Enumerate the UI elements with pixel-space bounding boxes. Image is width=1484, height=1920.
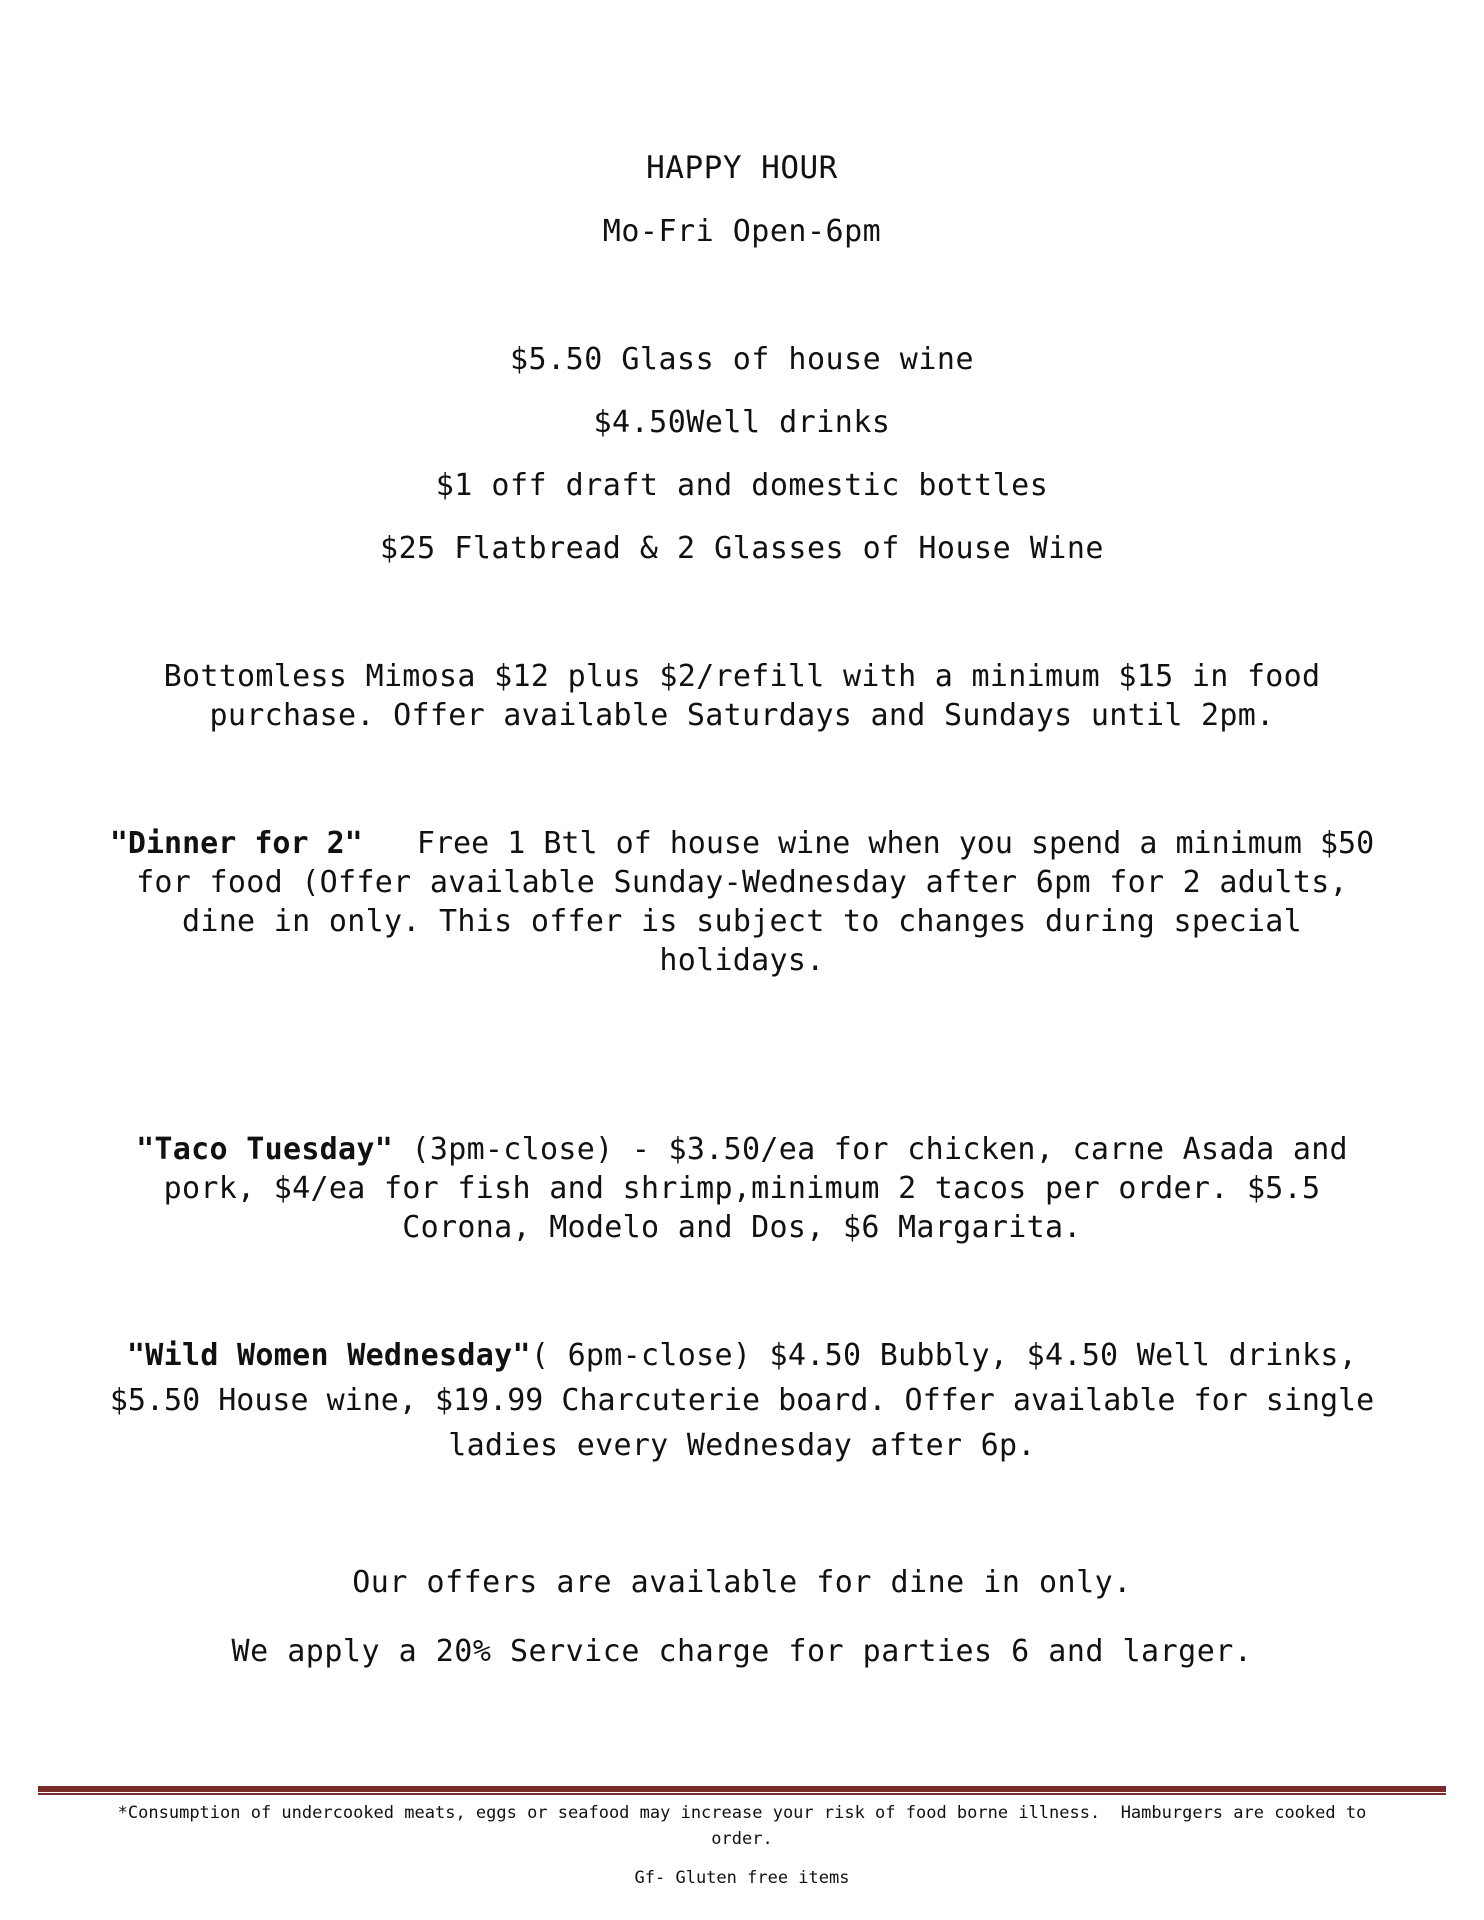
happy-hour-times: Mo-Fri Open-6pm bbox=[602, 214, 882, 249]
disclaimer-line-1: *Consumption of undercooked meats, eggs or seafood may increase your risk of food borne illness. Hamburgers are cooked to bbox=[117, 1803, 1367, 1823]
brunch-line-2: purchase. Offer available Saturdays and Sundays until 2pm. bbox=[209, 698, 1275, 733]
wild-line-1 bbox=[40, 1333, 1444, 1378]
happy-hour-item-flatbread: $25 Flatbread & 2 Glasses of House Wine bbox=[380, 531, 1104, 566]
dinner-offer-name: "Dinner for 2" bbox=[109, 826, 363, 861]
brunch-line-1: Bottomless Mimosa $12 plus $2/refill with a minimum $15 in food bbox=[163, 659, 1321, 694]
wild-line-3: ladies every Wednesday after 6p. bbox=[448, 1428, 1036, 1463]
page-title: HAPPY HOUR bbox=[646, 150, 838, 186]
happy-hour-item-draft: $1 off draft and domestic bottles bbox=[435, 468, 1049, 503]
food-safety-disclaimer bbox=[44, 1800, 1440, 1852]
taco-line-3: Corona, Modelo and Dos, $6 Margarita. bbox=[402, 1210, 1082, 1245]
footer-divider bbox=[38, 1786, 1446, 1792]
footer-divider-thin bbox=[38, 1793, 1446, 1795]
wild-line-1-text: ( 6pm-close) $4.50 Bubbly, $4.50 Well drinks, bbox=[530, 1338, 1358, 1373]
dine-in-policy: Our offers are available for dine in only. bbox=[352, 1565, 1132, 1600]
wild-women-wednesday-offer bbox=[40, 1333, 1444, 1468]
happy-hour-item-wine: $5.50 Glass of house wine bbox=[509, 342, 975, 377]
wild-line-2: $5.50 House wine, $19.99 Charcuterie board. Offer available for single bbox=[109, 1383, 1375, 1418]
taco-line-1 bbox=[40, 1130, 1444, 1169]
disclaimer-line-2: order. bbox=[711, 1829, 773, 1849]
dinner-line-1 bbox=[40, 824, 1444, 863]
wild-offer-name: "Wild Women Wednesday" bbox=[126, 1338, 531, 1373]
dinner-line-1-text: Free 1 Btl of house wine when you spend a minimum $50 bbox=[362, 826, 1375, 861]
happy-hour-item-well-drinks: $4.50Well drinks bbox=[593, 405, 891, 440]
dinner-line-2: for food (Offer available Sunday-Wednesday after 6pm for 2 adults, bbox=[136, 865, 1348, 900]
bottomless-mimosa-offer bbox=[40, 657, 1444, 735]
taco-tuesday-offer bbox=[40, 1130, 1444, 1247]
dinner-line-4: holidays. bbox=[659, 943, 825, 978]
gluten-free-note: Gf- Gluten free items bbox=[634, 1868, 850, 1888]
taco-line-2: pork, $4/ea for fish and shrimp,minimum 2 tacos per order. $5.5 bbox=[163, 1171, 1321, 1206]
taco-offer-name: "Taco Tuesday" bbox=[136, 1132, 394, 1167]
taco-line-1-text: (3pm-close) - $3.50/ea for chicken, carne Asada and bbox=[393, 1132, 1348, 1167]
dinner-for-two-offer bbox=[40, 824, 1444, 980]
service-charge-policy: We apply a 20% Service charge for parties 6 and larger. bbox=[231, 1634, 1253, 1669]
dinner-line-3: dine in only. This offer is subject to changes during special bbox=[181, 904, 1303, 939]
